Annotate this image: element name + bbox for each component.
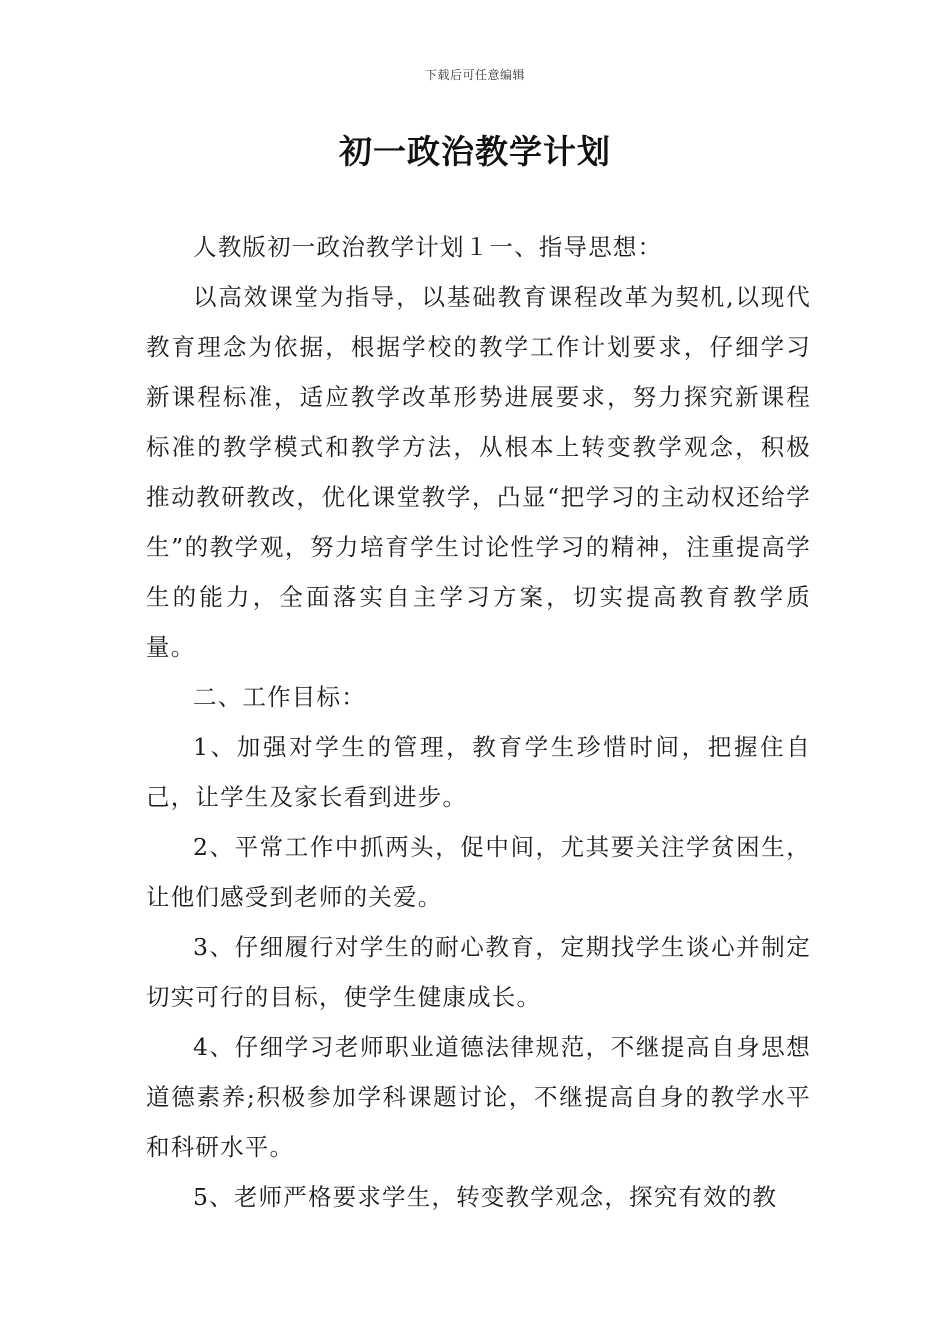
paragraph-goal-5: 5、老师严格要求学生，转变教学观念，探究有效的教 — [193, 1183, 778, 1211]
paragraph-goal-4: 4、仔细学习老师职业道德法律规范，不继提高自身思想道德素养;积极参加学科课题讨论，不继提高自身的教学水平和科研水平。 — [146, 1033, 811, 1161]
paragraph-section-heading: 二、工作目标： — [193, 683, 366, 711]
paragraph-goal-2: 2、平常工作中抓两头，促中间，尤其要关注学贫困生，让他们感受到老师的关爱。 — [146, 833, 811, 911]
document-body — [146, 222, 811, 1222]
header-note: 下载后可任意编辑 — [424, 68, 525, 82]
document-title: 初一政治教学计划 — [339, 132, 611, 171]
paragraph-guiding-thought: 以高效课堂为指导，以基础教育课程改革为契机,以现代教育理念为依据，根据学校的教学工作计划要求，仔细学习新课程标准，适应教学改革形势进展要求，努力探究新课程标准的教学模式和教学方法，从根本上转变教学观念，积极推动教研教改，优化课堂教学，凸显“把学习的主动权还给学生”的教学观，努力培育学生讨论性学习的精神，注重提高学生的能力，全面落实自主学习方案，切实提高教育教学质量。 — [146, 283, 811, 661]
paragraph-goal-1: 1、加强对学生的管理，教育学生珍惜时间，把握住自己，让学生及家长看到进步。 — [146, 733, 811, 811]
paragraph-goal-3: 3、仔细履行对学生的耐心教育，定期找学生谈心并制定切实可行的目标，使学生健康成长。 — [146, 933, 811, 1011]
paragraph-intro: 人教版初一政治教学计划１一、指导思想： — [193, 233, 663, 261]
